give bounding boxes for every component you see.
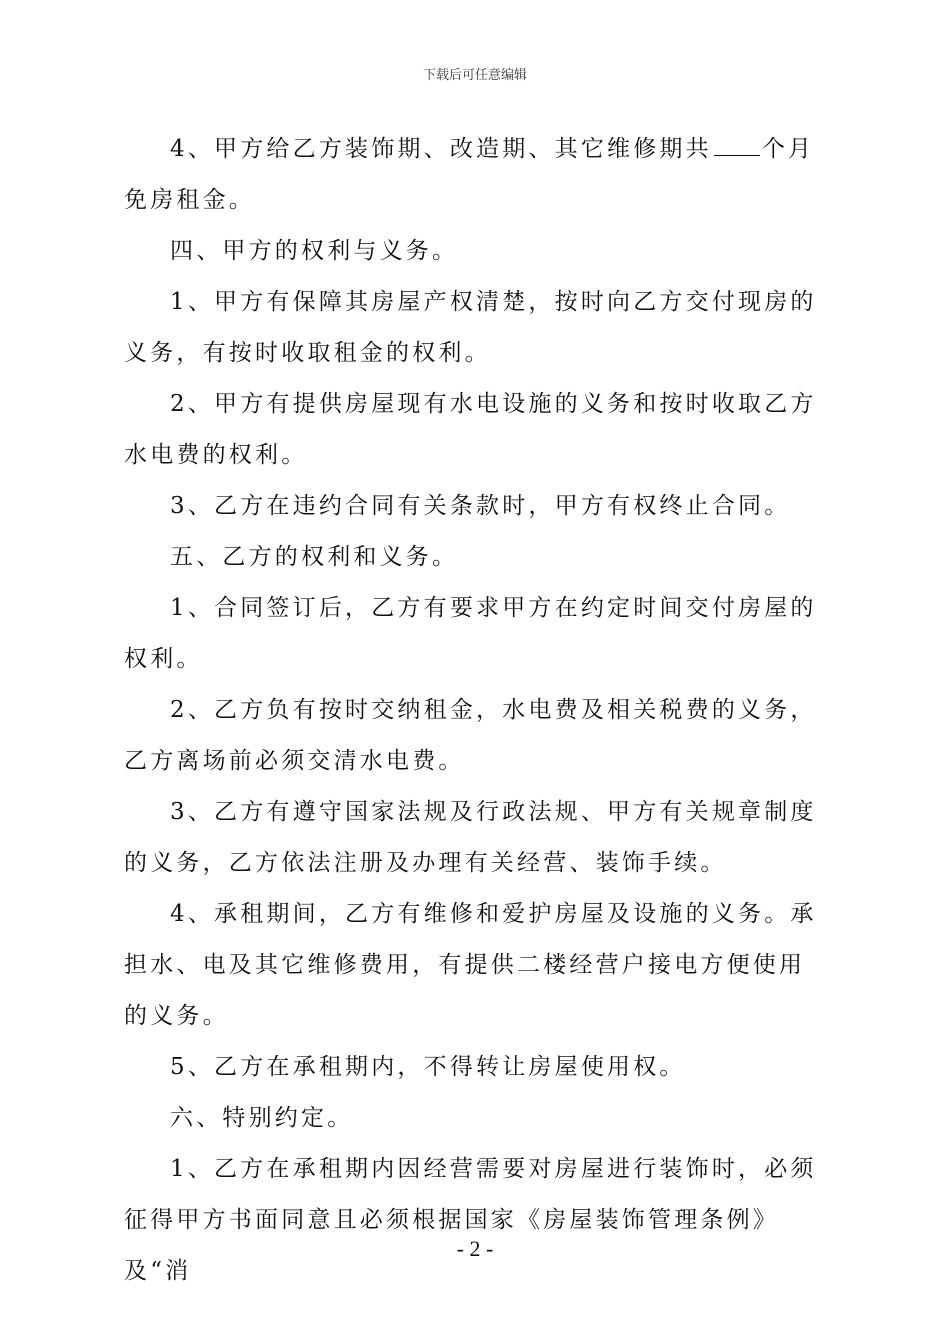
paragraph-special-clause-1: 1、乙方在承租期内因经营需要对房屋进行装饰时，必须征得甲方书面同意且必须根据国家《房屋装饰管理条例》及“消	[124, 1156, 817, 1284]
paragraph-clause-4-free-rent	[124, 124, 828, 226]
paragraph-party-b-clause-1: 1、合同签订后，乙方有要求甲方在约定时间交付房屋的权利。	[124, 595, 817, 672]
document-body	[124, 124, 828, 1297]
paragraph-party-b-clause-2: 2、乙方负有按时交纳租金，水电费及相关税费的义务，乙方离场前必须交清水电费。	[124, 697, 817, 774]
section-heading-4: 四、甲方的权利与义务。	[170, 238, 459, 264]
paragraph-text: 个月免房租金。	[124, 136, 815, 213]
page-number: - 2 -	[456, 1236, 494, 1261]
paragraph-party-b-clause-5: 5、乙方在承租期内，不得转让房屋使用权。	[170, 1054, 686, 1080]
paragraph-party-b-clause-4: 4、承租期间，乙方有维修和爱护房屋及设施的义务。承担水、电及其它维修费用，有提供二楼经营户接电方便使用的义务。	[124, 901, 817, 1029]
paragraph-party-a-clause-3: 3、乙方在违约合同有关条款时，甲方有权终止合同。	[170, 493, 791, 519]
page-header: 下载后可任意编辑	[422, 68, 527, 83]
section-heading-5: 五、乙方的权利和义务。	[170, 544, 459, 570]
paragraph-text: 4、甲方给乙方装饰期、改造期、其它维修期共	[170, 136, 712, 162]
paragraph-party-a-clause-2: 2、甲方有提供房屋现有水电设施的义务和按时收取乙方水电费的权利。	[124, 391, 817, 468]
paragraph-party-b-clause-3: 3、乙方有遵守国家法规及行政法规、甲方有关规章制度的义务，乙方依法注册及办理有关经营、装饰手续。	[124, 799, 817, 876]
section-heading-6: 六、特别约定。	[170, 1105, 354, 1131]
paragraph-party-a-clause-1: 1、甲方有保障其房屋产权清楚，按时向乙方交付现房的义务，有按时收取租金的权利。	[124, 289, 817, 366]
blank-fill-line	[714, 154, 760, 156]
